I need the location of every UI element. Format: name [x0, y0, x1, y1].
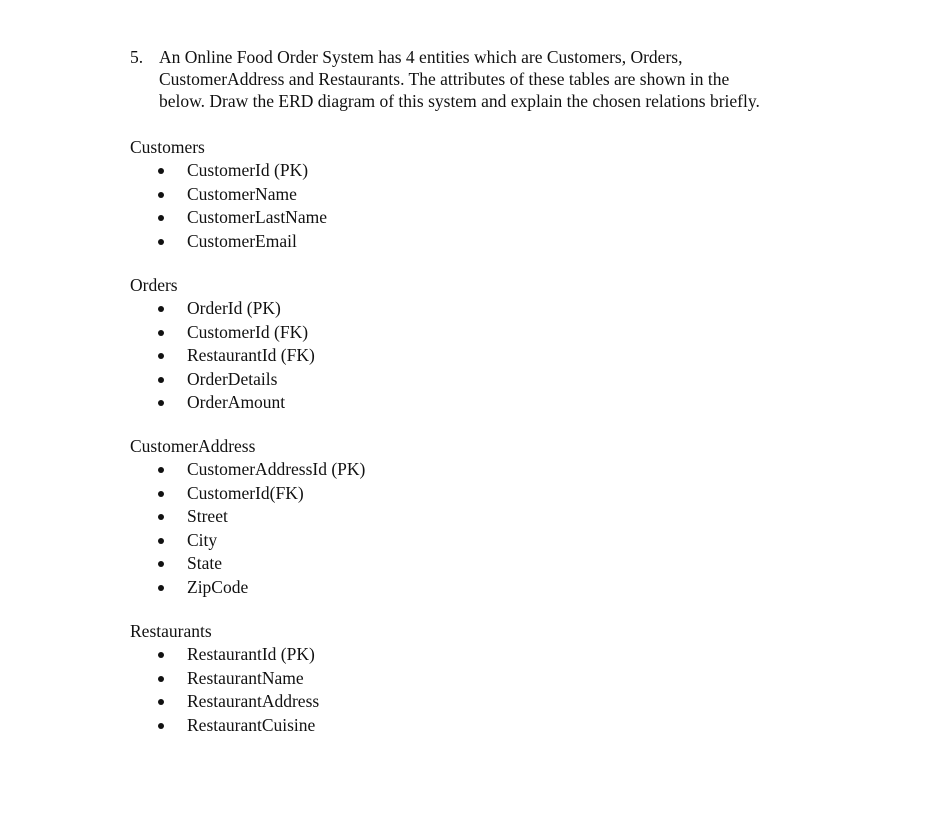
- attribute-list: [130, 159, 327, 253]
- bullet-icon: [158, 676, 164, 682]
- attribute-item: [130, 206, 327, 230]
- attribute-label: State: [187, 553, 222, 573]
- bullet-icon: [158, 306, 164, 312]
- attribute-item: [130, 159, 327, 183]
- attribute-label: RestaurantId (PK): [187, 644, 315, 664]
- attribute-item: [130, 690, 319, 714]
- question-line: CustomerAddress and Restaurants. The attributes of these tables are shown in the: [159, 69, 730, 89]
- attribute-label: CustomerId (PK): [187, 160, 309, 180]
- entity-title: CustomerAddress: [130, 436, 256, 456]
- attribute-item: [130, 576, 365, 600]
- attribute-item: [130, 458, 365, 482]
- entity-title: Customers: [130, 137, 205, 157]
- bullet-icon: [158, 585, 164, 591]
- attribute-item: [130, 529, 365, 553]
- attribute-item: [130, 482, 365, 506]
- bullet-icon: [158, 168, 164, 174]
- bullet-icon: [158, 377, 164, 383]
- bullet-icon: [158, 215, 164, 221]
- attribute-label: City: [187, 529, 218, 550]
- bullet-icon: [158, 723, 164, 729]
- bullet-icon: [158, 652, 164, 658]
- entity-orders: [130, 274, 315, 415]
- bullet-icon: [158, 353, 164, 359]
- attribute-item: [130, 297, 315, 321]
- attribute-label: CustomerLastName: [187, 207, 327, 227]
- bullet-icon: [158, 330, 164, 336]
- attribute-label: OrderId (PK): [187, 298, 281, 318]
- entity-restaurants: [130, 620, 319, 737]
- attribute-item: [130, 643, 319, 667]
- attribute-item: [130, 505, 365, 529]
- bullet-icon: [158, 514, 164, 520]
- attribute-label: ZipCode: [187, 576, 249, 597]
- attribute-item: [130, 667, 319, 691]
- attribute-label: CustomerId(FK): [187, 482, 304, 503]
- entity-customers: [130, 136, 327, 253]
- attribute-item: [130, 321, 315, 345]
- attribute-label: RestaurantId (FK): [187, 345, 315, 365]
- entity-customer-address: [130, 435, 365, 599]
- attribute-label: RestaurantAddress: [187, 691, 320, 711]
- attribute-list: [130, 297, 315, 415]
- bullet-icon: [158, 538, 164, 544]
- bullet-icon: [158, 467, 164, 473]
- question-text: [159, 46, 850, 112]
- attribute-label: CustomerAddressId (PK): [187, 459, 366, 479]
- bullet-icon: [158, 192, 164, 198]
- bullet-icon: [158, 491, 164, 497]
- attribute-label: OrderAmount: [187, 392, 286, 412]
- question-line: An Online Food Order System has 4 entities which are Customers, Orders,: [159, 47, 683, 67]
- question-number: 5.: [130, 47, 144, 67]
- attribute-label: RestaurantCuisine: [187, 714, 316, 735]
- entity-title: Restaurants: [130, 621, 212, 641]
- attribute-item: [130, 391, 315, 415]
- attribute-item: [130, 714, 319, 738]
- attribute-list: [130, 458, 365, 599]
- attribute-label: RestaurantName: [187, 667, 304, 688]
- attribute-label: CustomerName: [187, 183, 297, 204]
- attribute-item: [130, 183, 327, 207]
- attribute-label: CustomerId (FK): [187, 321, 309, 342]
- attribute-list: [130, 643, 319, 737]
- bullet-icon: [158, 561, 164, 567]
- attribute-label: OrderDetails: [187, 368, 278, 389]
- bullet-icon: [158, 400, 164, 406]
- attribute-item: [130, 368, 315, 392]
- question-block: [130, 46, 850, 112]
- attribute-label: CustomerEmail: [187, 230, 297, 251]
- question-line: below. Draw the ERD diagram of this system and explain the chosen relations briefly.: [159, 91, 760, 111]
- attribute-item: [130, 230, 327, 254]
- attribute-item: [130, 552, 365, 576]
- entity-title: Orders: [130, 275, 178, 295]
- bullet-icon: [158, 239, 164, 245]
- bullet-icon: [158, 699, 164, 705]
- attribute-label: Street: [187, 506, 228, 526]
- attribute-item: [130, 344, 315, 368]
